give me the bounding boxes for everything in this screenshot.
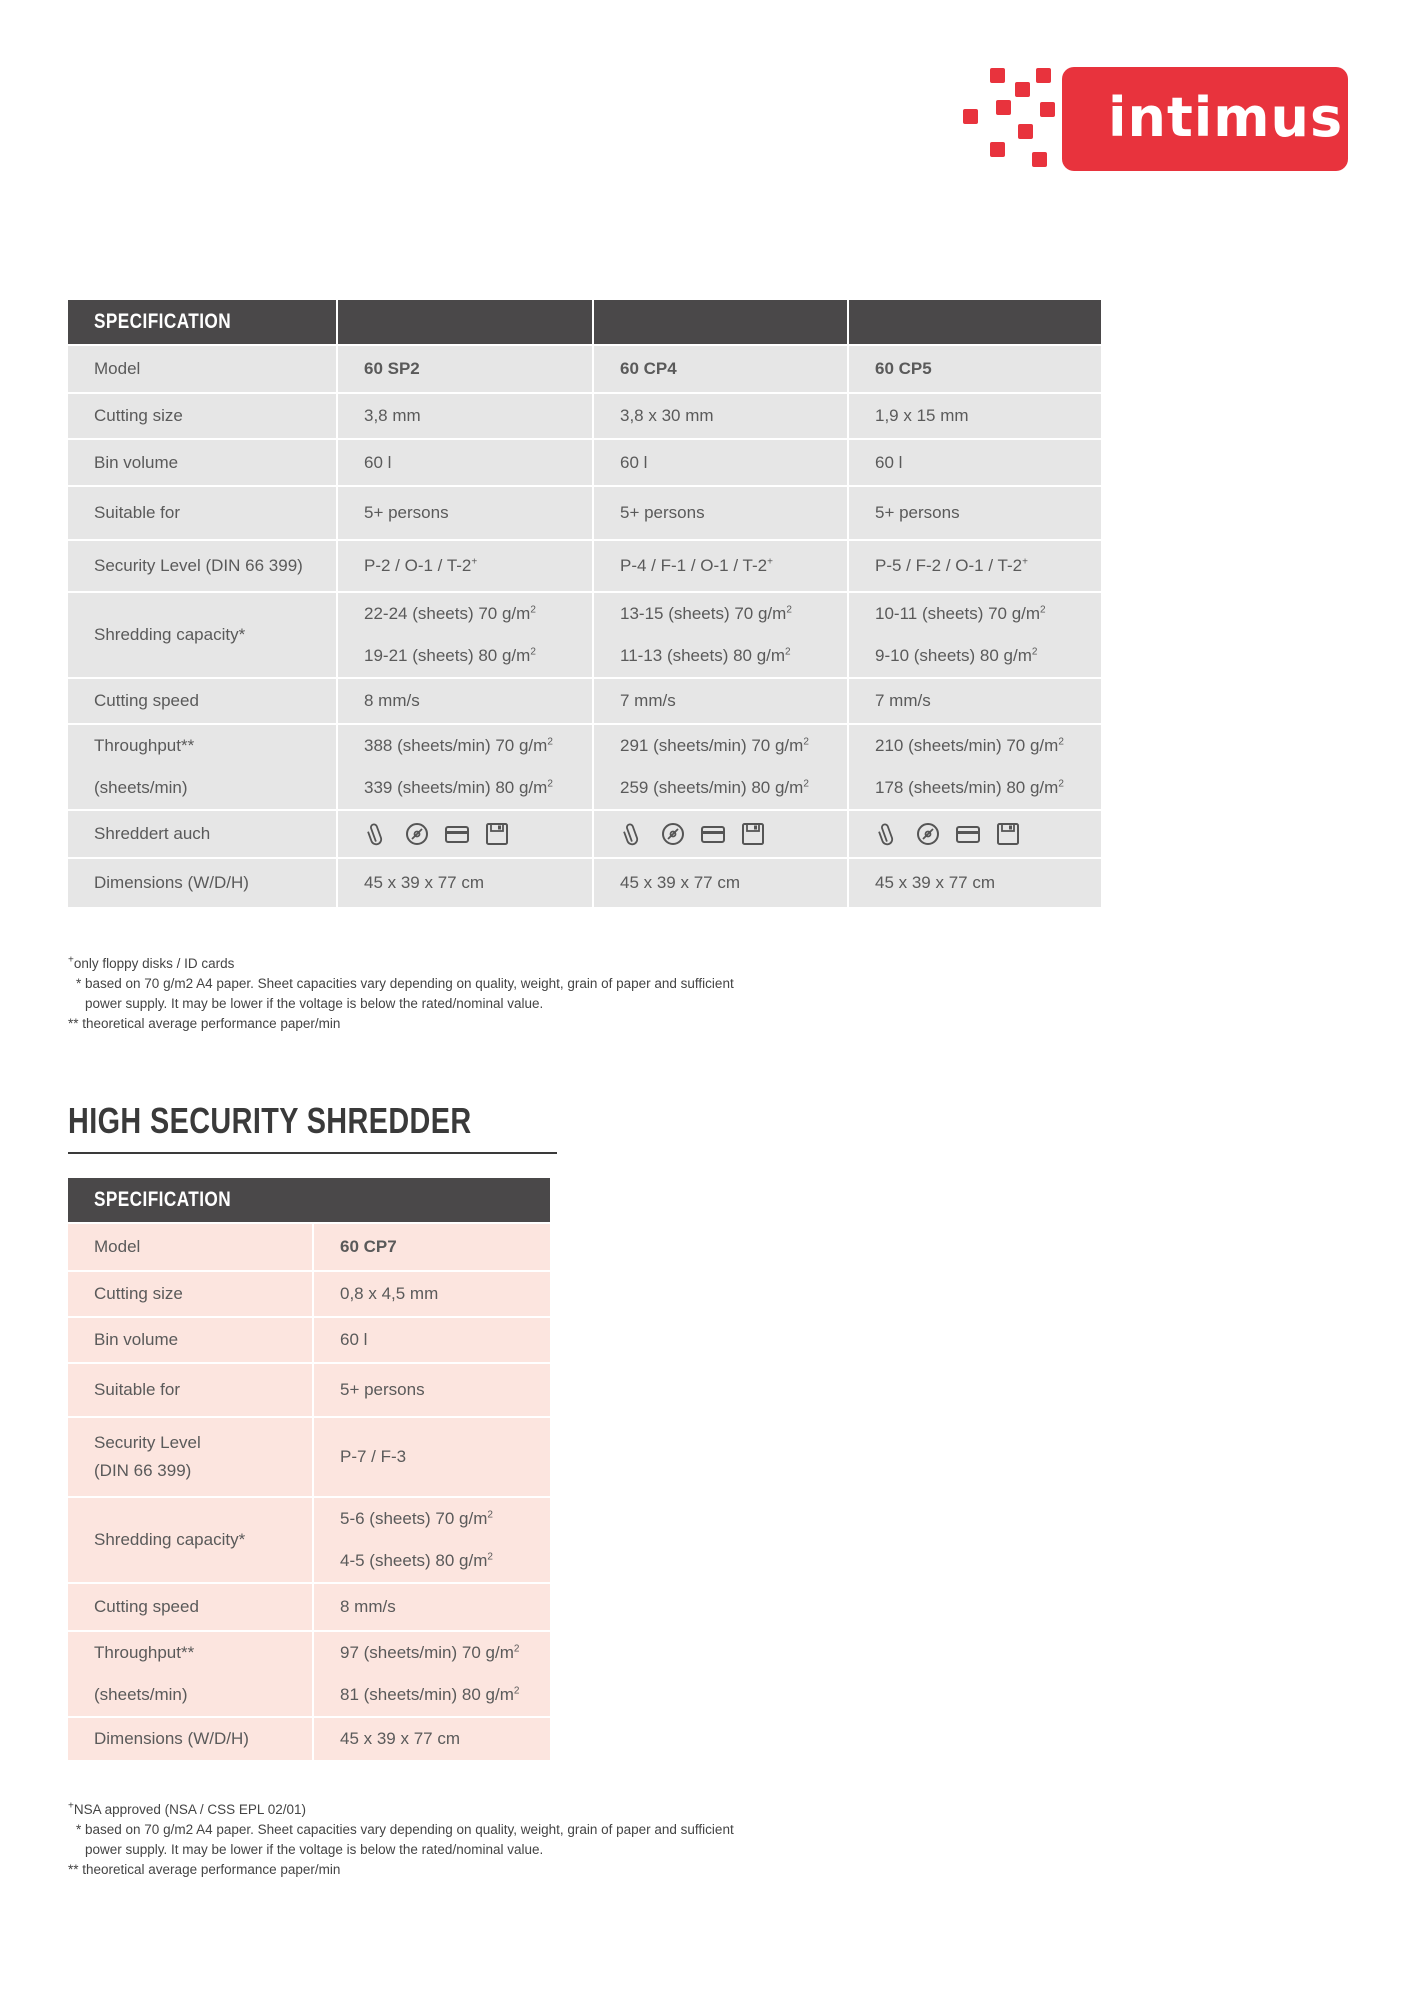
table-header: SPECIFICATION [68, 1178, 550, 1222]
cd-icon [915, 821, 941, 847]
row-label: Shredding capacity* [68, 593, 336, 677]
cell-value: 210 (sheets/min) 70 $g/m^2$ 178 (sheets/min) 80 $g/m^2$ [849, 725, 1101, 809]
table-row-suitable-for [68, 487, 1101, 539]
paper-clip-icon [620, 821, 646, 847]
cell-value: 1,9 x 15 mm [849, 394, 1101, 438]
logo-pixel [1015, 82, 1030, 97]
table-row-bin-volume [68, 440, 1101, 485]
logo-pixel [1032, 152, 1047, 167]
credit-card-icon [444, 821, 470, 847]
cell-value: 10-11 (sheets) 70 $g/m^2$ 9-10 (sheets) 80 $g/m^2$ [849, 593, 1101, 677]
icon-cell [849, 811, 1101, 857]
table-header: SPECIFICATION [68, 300, 336, 344]
footnote: power supply. It may be lower if the voltage is below the rated/nominal value. [85, 996, 544, 1011]
cell-value: 13-15 (sheets) 70 $g/m^2$ 11-13 (sheets) 80 $g/m^2$ [594, 593, 847, 677]
footnote: +only floppy disks / ID cards [68, 954, 235, 971]
cell-value: 60 l [314, 1318, 550, 1362]
table-row-security-level [68, 541, 1101, 591]
icon-cell [338, 811, 592, 857]
logo-pixel [1040, 102, 1055, 117]
cell-value: 7 mm/s [594, 679, 847, 723]
table-row-dimensions [68, 1718, 550, 1760]
row-label: Model [68, 1224, 312, 1270]
cell-value: 5-6 (sheets) 70 $g/m^2$ 4-5 (sheets) 80 $g/m^2$ [314, 1498, 550, 1582]
cell-value: 22-24 (sheets) 70 $g/m^2$ 19-21 (sheets) 80 $g/m^2$ [338, 593, 592, 677]
icon-cell [594, 811, 847, 857]
table-header-blank [594, 300, 847, 344]
cell-value: P-4 / F-1 / O-1 / T-2+ [594, 541, 847, 591]
footnote: +NSA approved (NSA / CSS EPL 02/01) [68, 1800, 306, 1817]
row-label: Dimensions (W/D/H) [68, 859, 336, 907]
cell-value: 45 x 39 x 77 cm [849, 859, 1101, 907]
logo-pixel [963, 109, 978, 124]
paper-clip-icon [875, 821, 901, 847]
table-row-shreds-also [68, 811, 1101, 857]
model-name: 60 CP5 [849, 346, 1101, 392]
cell-value: 60 l [849, 440, 1101, 485]
table-row-model [68, 1224, 550, 1270]
cell-value: 60 l [338, 440, 592, 485]
row-label: Throughput** (sheets/min) [68, 1632, 312, 1716]
section-divider [68, 1152, 557, 1154]
model-name: 60 SP2 [338, 346, 592, 392]
footnote: ** theoretical average performance paper/min [68, 1862, 341, 1877]
cell-value: 45 x 39 x 77 cm [594, 859, 847, 907]
credit-card-icon [955, 821, 981, 847]
row-label: Security Level (DIN 66 399) [68, 541, 336, 591]
floppy-disk-icon [740, 821, 766, 847]
row-label: Model [68, 346, 336, 392]
floppy-disk-icon [484, 821, 510, 847]
row-label: Bin volume [68, 440, 336, 485]
table-row-cutting-speed [68, 679, 1101, 723]
table-row-model [68, 346, 1101, 392]
floppy-disk-icon [995, 821, 1021, 847]
footnote: ** theoretical average performance paper/min [68, 1016, 341, 1031]
cell-value: P-5 / F-2 / O-1 / T-2+ [849, 541, 1101, 591]
logo-pixel [990, 142, 1005, 157]
footnote: * based on 70 g/m2 A4 paper. Sheet capacities vary depending on quality, weight, grain of paper and sufficient [76, 1822, 734, 1837]
cell-value: 60 l [594, 440, 847, 485]
footnotes-standard [68, 954, 734, 1034]
row-label: Throughput** (sheets/min) [68, 725, 336, 809]
row-label: Cutting size [68, 394, 336, 438]
row-label: Cutting speed [68, 679, 336, 723]
logo-pixel [1018, 124, 1033, 139]
spec-table-standard [66, 298, 1103, 909]
cell-value: 45 x 39 x 77 cm [314, 1718, 550, 1760]
logo-pixel [990, 68, 1005, 83]
cd-icon [404, 821, 430, 847]
table-header-blank [849, 300, 1101, 344]
cell-value: 8 mm/s [314, 1584, 550, 1630]
row-label: Suitable for [68, 487, 336, 539]
cell-value: 8 mm/s [338, 679, 592, 723]
cell-value: 291 (sheets/min) 70 $g/m^2$ 259 (sheets/min) 80 $g/m^2$ [594, 725, 847, 809]
table-row-cutting-size [68, 394, 1101, 438]
logo-pixel [996, 100, 1011, 115]
row-label: Shreddert auch [68, 811, 336, 857]
cell-value: 7 mm/s [849, 679, 1101, 723]
spec-table-high-security [66, 1176, 552, 1762]
cell-value: P-7 / F-3 [314, 1418, 550, 1496]
cell-value: 45 x 39 x 77 cm [338, 859, 592, 907]
model-name: 60 CP4 [594, 346, 847, 392]
intimus-logo [960, 64, 1350, 174]
table-row-throughput [68, 1632, 550, 1716]
model-name: 60 CP7 [314, 1224, 550, 1270]
table-row-security-level [68, 1418, 550, 1496]
row-label: Dimensions (W/D/H) [68, 1718, 312, 1760]
table-row-dimensions [68, 859, 1101, 907]
table-row-shredding-capacity [68, 593, 1101, 677]
cell-value: 3,8 x 30 mm [594, 394, 847, 438]
paper-clip-icon [364, 821, 390, 847]
row-label: Cutting speed [68, 1584, 312, 1630]
row-label: Suitable for [68, 1364, 312, 1416]
footnote: * based on 70 g/m2 A4 paper. Sheet capacities vary depending on quality, weight, grain of paper and sufficient [76, 976, 734, 991]
table-row-bin-volume [68, 1318, 550, 1362]
footnote: power supply. It may be lower if the voltage is below the rated/nominal value. [85, 1842, 544, 1857]
cell-value: 0,8 x 4,5 mm [314, 1272, 550, 1316]
row-label: Shredding capacity* [68, 1498, 312, 1582]
cell-value: 3,8 mm [338, 394, 592, 438]
row-label: Bin volume [68, 1318, 312, 1362]
cell-value: 97 (sheets/min) 70 $g/m^2$ 81 (sheets/min) 80 $g/m^2$ [314, 1632, 550, 1716]
table-row-shredding-capacity [68, 1498, 550, 1582]
row-label: Security Level (DIN 66 399) [68, 1418, 312, 1496]
table-row-cutting-speed [68, 1584, 550, 1630]
footnotes-high-security [68, 1800, 734, 1880]
section-title: HIGH SECURITY SHREDDER [68, 1100, 472, 1141]
cd-icon [660, 821, 686, 847]
logo-pixel [1036, 68, 1051, 83]
row-label: Cutting size [68, 1272, 312, 1316]
cell-value: 388 (sheets/min) 70 $g/m^2$ 339 (sheets/min) 80 $g/m^2$ [338, 725, 592, 809]
table-row-suitable-for [68, 1364, 550, 1416]
table-row-throughput [68, 725, 1101, 809]
table-header-blank [338, 300, 592, 344]
table-row-cutting-size [68, 1272, 550, 1316]
cell-value: P-2 / O-1 / T-2+ [338, 541, 592, 591]
cell-value: 5+ persons [338, 487, 592, 539]
credit-card-icon [700, 821, 726, 847]
cell-value: 5+ persons [314, 1364, 550, 1416]
cell-value: 5+ persons [849, 487, 1101, 539]
logo-wordmark: intimus [1108, 86, 1344, 149]
cell-value: 5+ persons [594, 487, 847, 539]
